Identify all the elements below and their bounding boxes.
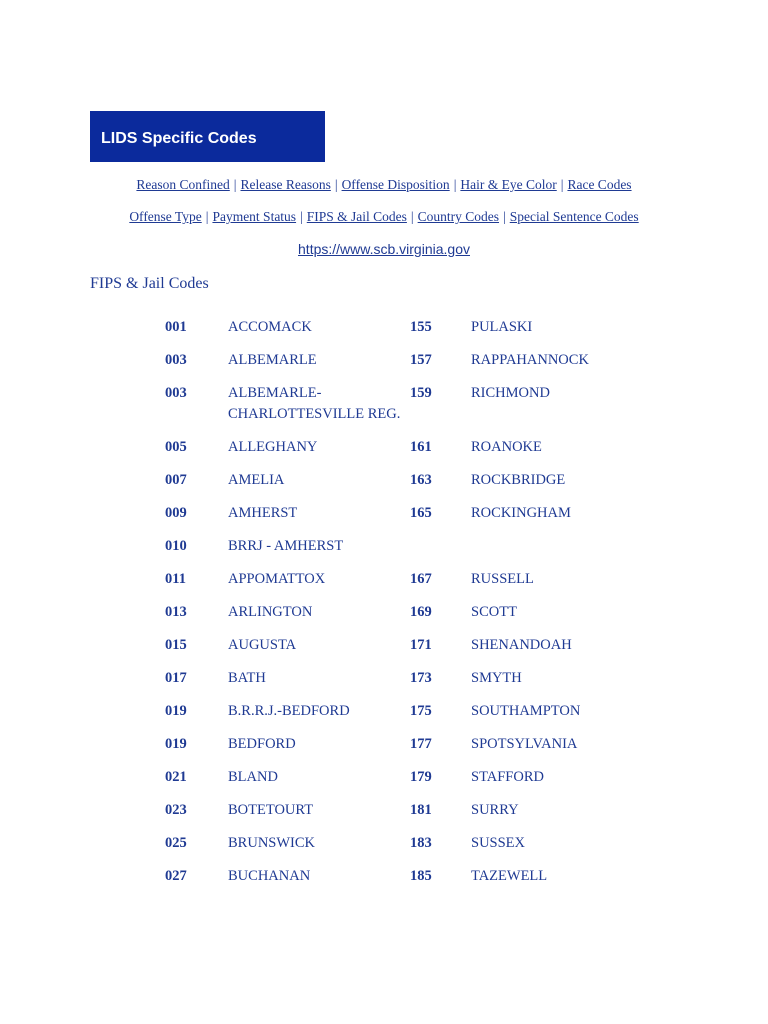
code-cell: 173 — [410, 670, 432, 686]
name-cell: ALLEGHANY — [228, 439, 318, 455]
nav-links-row-2 — [0, 209, 768, 225]
code-cell: 177 — [410, 736, 432, 752]
name-cell: BEDFORD — [228, 736, 296, 752]
code-cell: 155 — [410, 319, 432, 335]
code-cell: 011 — [165, 571, 186, 587]
table-row — [165, 800, 635, 821]
name-cell: BOTETOURT — [228, 802, 314, 818]
name-cell: APPOMATTOX — [228, 571, 326, 587]
code-cell: 175 — [410, 703, 432, 719]
name-cell: SOUTHAMPTON — [471, 703, 581, 719]
name-cell: SHENANDOAH — [471, 637, 572, 653]
name-cell: BUCHANAN — [228, 868, 311, 884]
table-row — [165, 503, 635, 524]
link-payment-status[interactable]: Payment Status — [212, 209, 297, 224]
code-cell: 023 — [165, 802, 187, 818]
name-cell — [471, 536, 635, 557]
name-cell: ALBEMARLE — [228, 352, 317, 368]
name-cell: SCOTT — [471, 604, 517, 620]
table-row — [165, 701, 635, 722]
table-row — [165, 536, 635, 557]
table-row — [165, 569, 635, 590]
name-cell: SPOTSYLVANIA — [471, 736, 578, 752]
section-title: FIPS & Jail Codes — [90, 275, 209, 292]
nav-separator: | — [503, 209, 506, 224]
code-cell: 183 — [410, 835, 432, 851]
code-cell: 163 — [410, 472, 432, 488]
link-country-codes[interactable]: Country Codes — [417, 209, 500, 224]
code-cell: 025 — [165, 835, 187, 851]
nav-separator: | — [560, 177, 564, 192]
name-cell: AMELIA — [228, 472, 285, 488]
link-fips-jail-codes[interactable]: FIPS & Jail Codes — [306, 209, 407, 224]
code-cell: 007 — [165, 472, 187, 488]
table-row — [165, 734, 635, 755]
name-cell: BRUNSWICK — [228, 835, 316, 851]
link-hair-eye-color[interactable]: Hair & Eye Color — [460, 177, 557, 192]
table-row — [165, 668, 635, 689]
name-cell: TAZEWELL — [471, 868, 548, 884]
name-cell: SURRY — [471, 802, 519, 818]
code-cell: 181 — [410, 802, 432, 818]
link-race-codes[interactable]: Race Codes — [567, 177, 632, 192]
name-cell: AMHERST — [228, 505, 298, 521]
link-reason-confined[interactable]: Reason Confined — [136, 177, 230, 192]
table-row — [165, 437, 635, 458]
code-cell: 019 — [165, 736, 187, 752]
code-cell: 157 — [410, 352, 432, 368]
table-row — [165, 866, 635, 887]
nav-links-row-1 — [0, 177, 768, 193]
code-cell: 019 — [165, 703, 187, 719]
name-cell: BLAND — [228, 769, 278, 785]
link-offense-type[interactable]: Offense Type — [129, 209, 202, 224]
nav-separator: | — [300, 209, 303, 224]
table-row — [165, 470, 635, 491]
code-cell: 179 — [410, 769, 432, 785]
name-cell: RICHMOND — [471, 385, 550, 401]
code-cell: 185 — [410, 868, 432, 884]
name-cell: PULASKI — [471, 319, 533, 335]
code-cell: 009 — [165, 505, 187, 521]
nav-separator: | — [233, 177, 237, 192]
code-cell: 013 — [165, 604, 187, 620]
code-cell: 169 — [410, 604, 432, 620]
nav-separator: | — [410, 209, 414, 224]
code-cell: 021 — [165, 769, 187, 785]
table-row — [165, 602, 635, 623]
table-row — [165, 635, 635, 656]
fips-codes-table — [165, 317, 635, 899]
name-cell: ACCOMACK — [228, 319, 312, 335]
name-cell: RUSSELL — [471, 571, 534, 587]
table-row — [165, 833, 635, 854]
name-cell: RAPPAHANNOCK — [471, 352, 589, 368]
name-cell: ROANOKE — [471, 439, 542, 455]
page-title: LIDS Specific Codes — [101, 129, 257, 147]
code-cell: 005 — [165, 439, 187, 455]
code-cell: 159 — [410, 385, 432, 401]
code-cell: 001 — [165, 319, 187, 335]
code-cell: 167 — [410, 571, 432, 587]
code-cell: 003 — [165, 385, 187, 401]
code-cell — [410, 536, 471, 557]
link-offense-disposition[interactable]: Offense Disposition — [341, 177, 450, 192]
name-cell: BATH — [228, 670, 266, 686]
table-row — [165, 383, 635, 425]
link-special-sentence-codes[interactable]: Special Sentence Codes — [509, 209, 639, 224]
table-row — [165, 350, 635, 371]
code-cell: 165 — [410, 505, 432, 521]
name-cell: AUGUSTA — [228, 637, 297, 653]
page-header-banner — [90, 111, 325, 162]
name-cell: ROCKBRIDGE — [471, 472, 566, 488]
name-cell: ALBEMARLE-CHARLOTTESVILLE REG. — [228, 385, 401, 422]
name-cell: STAFFORD — [471, 769, 544, 785]
table-row — [165, 767, 635, 788]
code-cell: 171 — [410, 637, 432, 653]
name-cell: ARLINGTON — [228, 604, 313, 620]
code-cell: 017 — [165, 670, 187, 686]
name-cell: B.R.R.J.-BEDFORD — [228, 703, 350, 719]
code-cell: 010 — [165, 538, 187, 554]
name-cell: ROCKINGHAM — [471, 505, 571, 521]
nav-separator: | — [205, 209, 209, 224]
nav-separator: | — [334, 177, 338, 192]
name-cell: SUSSEX — [471, 835, 525, 851]
nav-separator: | — [453, 177, 457, 192]
code-cell: 015 — [165, 637, 187, 653]
table-row — [165, 317, 635, 338]
code-cell: 161 — [410, 439, 432, 455]
link-release-reasons[interactable]: Release Reasons — [240, 177, 331, 192]
site-url-link[interactable]: https://www.scb.virginia.gov — [298, 241, 470, 257]
code-cell: 003 — [165, 352, 187, 368]
code-cell: 027 — [165, 868, 187, 884]
name-cell: SMYTH — [471, 670, 522, 686]
name-cell: BRRJ - AMHERST — [228, 538, 344, 554]
